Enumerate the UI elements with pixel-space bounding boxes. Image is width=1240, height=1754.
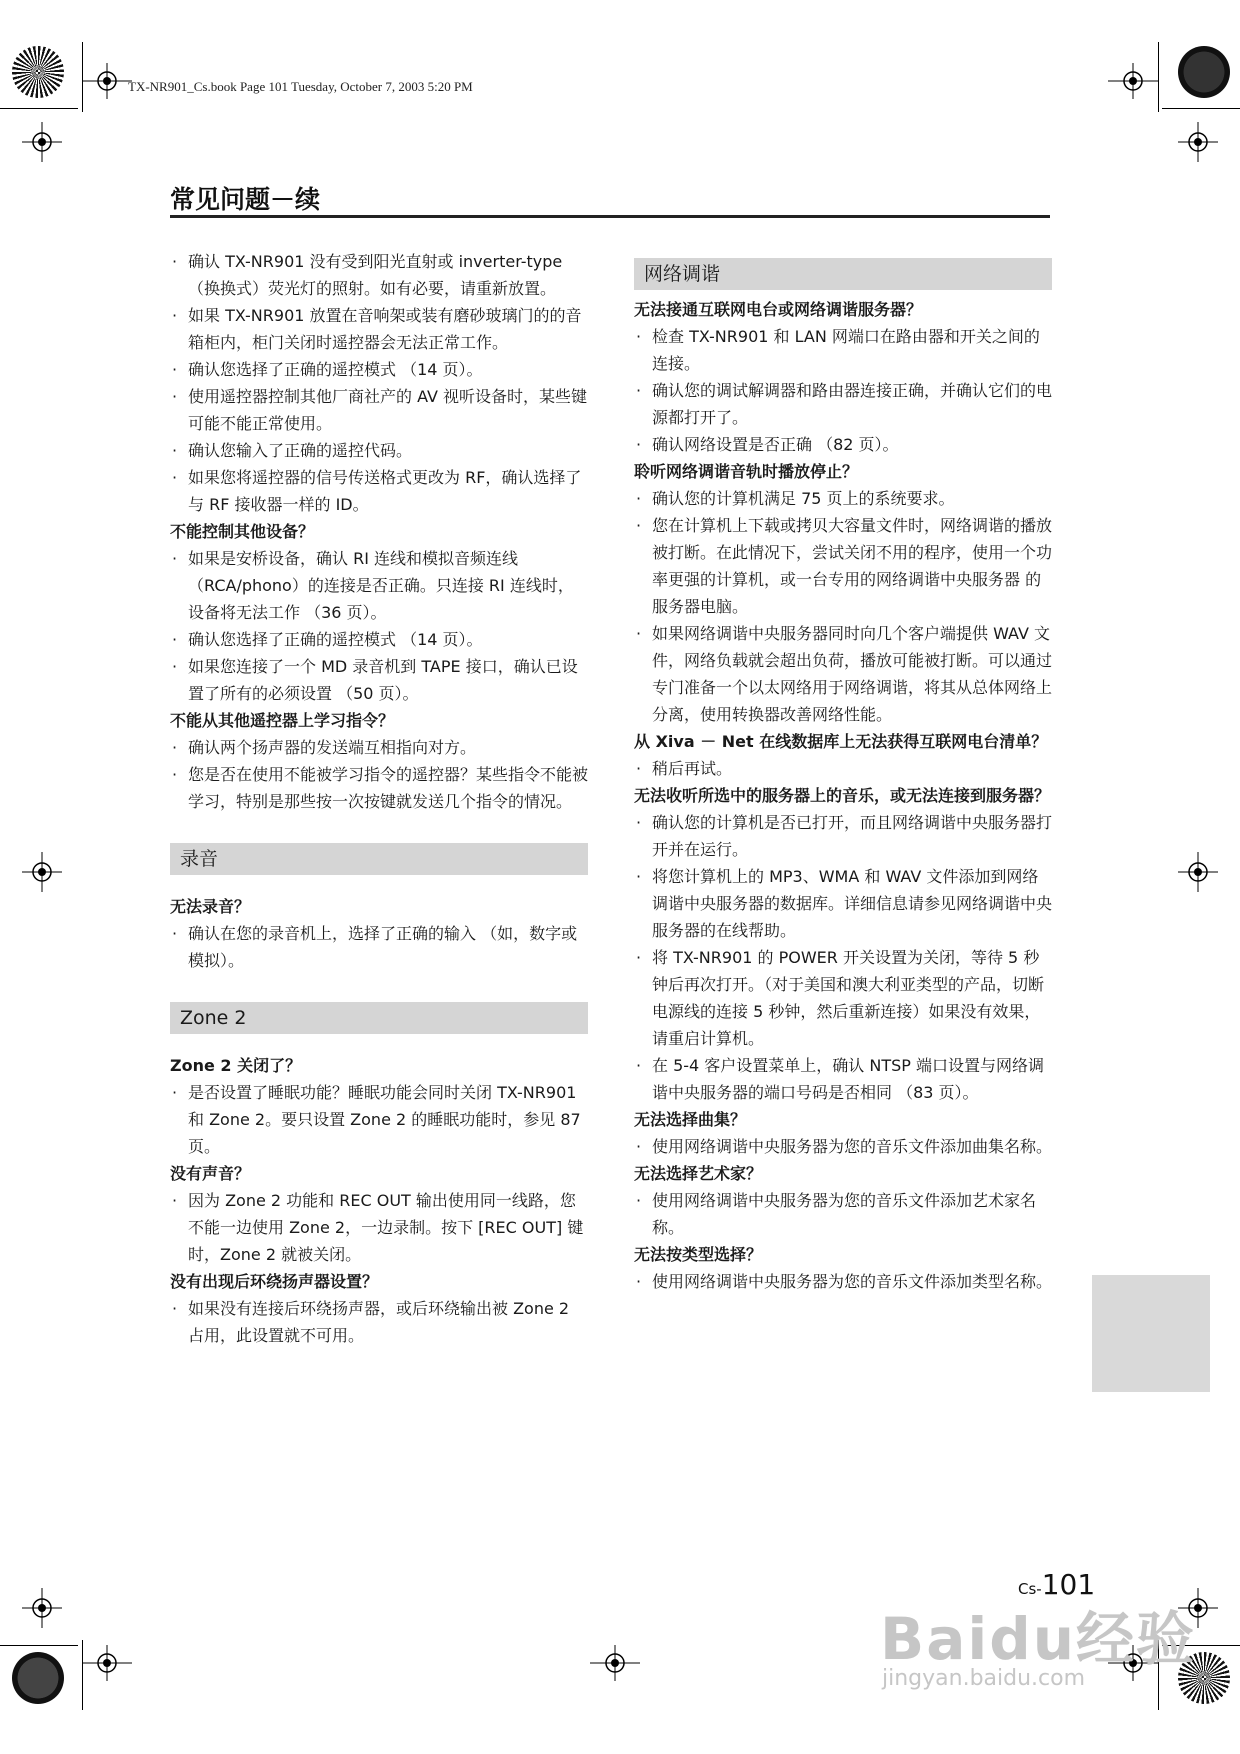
list-item: · 使用遥控器控制其他厂商社产的 AV 视听设备时，某些键可能不能正常使用。: [170, 383, 588, 437]
list-item: · 如果没有连接后环绕扬声器，或后环绕输出被 Zone 2 占用，此设置就不可用。: [170, 1295, 588, 1349]
list-item: · 确认两个扬声器的发送端互相指向对方。: [170, 734, 588, 761]
list-item: · 检查 TX-NR901 和 LAN 网端口在路由器和开关之间的连接。: [634, 323, 1052, 377]
list-item: · 确认您选择了正确的遥控模式 （14 页）。: [170, 356, 588, 383]
list-item: · 如果网络调谐中央服务器同时向几个客户端提供 WAV 文件，网络负载就会超出负荷，播放可能被打断。可以通过专门准备一个以太网络用于网络调谐，将其从总体网络上分离，使用转换器改善网络性能。: [634, 620, 1052, 728]
list-item: · 是否设置了睡眠功能？睡眠功能会同时关闭 TX-NR901 和 Zone 2。要只设置 Zone 2 的睡眠功能时，参见 87 页。: [170, 1079, 588, 1160]
answer-list: [634, 755, 1052, 782]
answer-list: [170, 920, 588, 974]
list-item: · 如果 TX-NR901 放置在音响架或装有磨砂玻璃门的的音箱柜内，柜门关闭时遥控器会无法正常工作。: [170, 302, 588, 356]
answer-list: [634, 1268, 1052, 1295]
list-item: · 确认您选择了正确的遥控模式 （14 页）。: [170, 626, 588, 653]
registration-crosshair-icon: [22, 1588, 62, 1628]
question-heading: 没有出现后环绕扬声器设置？: [170, 1272, 379, 1291]
list-item: · 确认在您的录音机上，选择了正确的输入 （如，数字或模拟）。: [170, 920, 588, 974]
answer-list: [170, 545, 588, 707]
page-number-prefix: Cs-: [1018, 1580, 1042, 1598]
answer-list: [634, 485, 1052, 728]
answer-list: [634, 809, 1052, 1106]
list-item: · 将您计算机上的 MP3、WMA 和 WAV 文件添加到网络调谐中央服务器的数据库。详细信息请参见网络调谐中央服务器的在线帮助。: [634, 863, 1052, 944]
question-heading: 无法录音？: [170, 897, 251, 916]
list-item: · 如果您将遥控器的信号传送格式更改为 RF，确认选择了与 RF 接收器一样的 ID。: [170, 464, 588, 518]
intro-list: [170, 248, 588, 518]
question-heading: 无法收听所选中的服务器上的音乐，或无法连接到服务器？: [634, 786, 1051, 805]
registration-crosshair-icon: [1108, 63, 1158, 99]
registration-wheel-top-right: [1178, 46, 1230, 98]
section-header-net-tuning: 网络调谐: [634, 258, 1052, 290]
answer-list: [170, 1079, 588, 1160]
registration-wheel-bottom-left: [12, 1652, 64, 1704]
question-heading: 聆听网络调谐音轨时播放停止？: [634, 462, 859, 481]
right-column: [634, 258, 1052, 1295]
registration-wheel-top-left: [12, 46, 64, 98]
left-column: [170, 248, 588, 1349]
list-item: · 确认您的调试解调器和路由器连接正确，并确认它们的电源都打开了。: [634, 377, 1052, 431]
registration-crosshair-icon: [22, 852, 62, 892]
answer-list: [634, 1187, 1052, 1241]
list-item: · 您是否在使用不能被学习指令的遥控器？某些指令不能被学习，特别是那些按一次按键就发送几个指令的情况。: [170, 761, 588, 815]
chapter-tab: [1092, 1275, 1210, 1392]
question-heading: 没有声音？: [170, 1164, 251, 1183]
page-number-value: 101: [1041, 1568, 1096, 1601]
list-item: · 使用网络调谐中央服务器为您的音乐文件添加类型名称。: [634, 1268, 1052, 1295]
crop-mark: [0, 108, 78, 109]
question-heading: 无法按类型选择？: [634, 1245, 763, 1264]
page-title: 常见问题－续: [170, 185, 321, 214]
registration-crosshair-icon: [82, 63, 132, 99]
registration-crosshair-icon: [590, 1645, 640, 1681]
answer-list: [170, 734, 588, 815]
question-heading: 无法接通互联网电台或网络调谐服务器？: [634, 300, 923, 319]
registration-crosshair-icon: [22, 122, 62, 162]
list-item: · 因为 Zone 2 功能和 REC OUT 输出使用同一线路，您不能一边使用 Zone 2，一边录制。按下 [REC OUT] 键时，Zone 2 就被关闭。: [170, 1187, 588, 1268]
title-rule: [170, 215, 1050, 218]
list-item: · 您在计算机上下载或拷贝大容量文件时，网络调谐的播放被打断。在此情况下，尝试关闭不用的程序，使用一个功率更强的计算机，或一台专用的网络调谐中央服务器 的服务器电脑。: [634, 512, 1052, 620]
answer-list: [170, 1187, 588, 1268]
answer-list: [634, 323, 1052, 458]
section-header-zone2: Zone 2: [170, 1002, 588, 1034]
registration-crosshair-icon: [82, 1645, 132, 1681]
registration-crosshair-icon: [1178, 122, 1218, 162]
answer-list: [634, 1133, 1052, 1160]
list-item: · 确认 TX-NR901 没有受到阳光直射或 inverter-type （换换式）荧光灯的照射。如有必要，请重新放置。: [170, 248, 588, 302]
list-item: · 确认您输入了正确的遥控代码。: [170, 437, 588, 464]
crop-mark: [1162, 108, 1240, 109]
question-heading: Zone 2 关闭了？: [170, 1056, 302, 1075]
print-header: TX-NR901_Cs.book Page 101 Tuesday, October 7, 2003 5:20 PM: [128, 79, 473, 94]
question-heading: 从 Xiva － Net 在线数据库上无法获得互联网电台清单？: [634, 732, 1048, 751]
list-item: · 如果您连接了一个 MD 录音机到 TAPE 接口，确认已设置了所有的必须设置 （50 页）。: [170, 653, 588, 707]
list-item: · 在 5-4 客户设置菜单上，确认 NTSP 端口设置与网络调谐中央服务器的端口号码是否相同 （83 页）。: [634, 1052, 1052, 1106]
crop-mark: [0, 1645, 78, 1646]
answer-list: [170, 1295, 588, 1349]
list-item: · 确认您的计算机满足 75 页上的系统要求。: [634, 485, 1052, 512]
section-header-recording: 录音: [170, 843, 588, 875]
list-item: · 使用网络调谐中央服务器为您的音乐文件添加艺术家名称。: [634, 1187, 1052, 1241]
list-item: · 如果是安桥设备，确认 RI 连线和模拟音频连线（RCA/phono）的连接是否正确。只连接 RI 连线时，设备将无法工作 （36 页）。: [170, 545, 588, 626]
list-item: · 将 TX-NR901 的 POWER 开关设置为关闭，等待 5 秒钟后再次打开。（对于美国和澳大利亚类型的产品，切断电源线的连接 5 秒钟，然后重新连接）如果没有效果，请重启计算机。: [634, 944, 1052, 1052]
question-heading: 无法选择艺术家？: [634, 1164, 763, 1183]
crop-mark: [1158, 42, 1159, 112]
watermark-logo: Baidu经验: [880, 1605, 1197, 1673]
registration-crosshair-icon: [1178, 852, 1218, 892]
watermark-url: jingyan.baidu.com: [882, 1666, 1086, 1691]
list-item: · 稍后再试。: [634, 755, 1052, 782]
question-heading: 无法选择曲集？: [634, 1110, 747, 1129]
list-item: · 确认网络设置是否正确 （82 页）。: [634, 431, 1052, 458]
list-item: · 确认您的计算机是否已打开，而且网络调谐中央服务器打开并在运行。: [634, 809, 1052, 863]
list-item: · 使用网络调谐中央服务器为您的音乐文件添加曲集名称。: [634, 1133, 1052, 1160]
question-heading: 不能从其他遥控器上学习指令？: [170, 711, 395, 730]
question-heading: 不能控制其他设备？: [170, 522, 315, 541]
